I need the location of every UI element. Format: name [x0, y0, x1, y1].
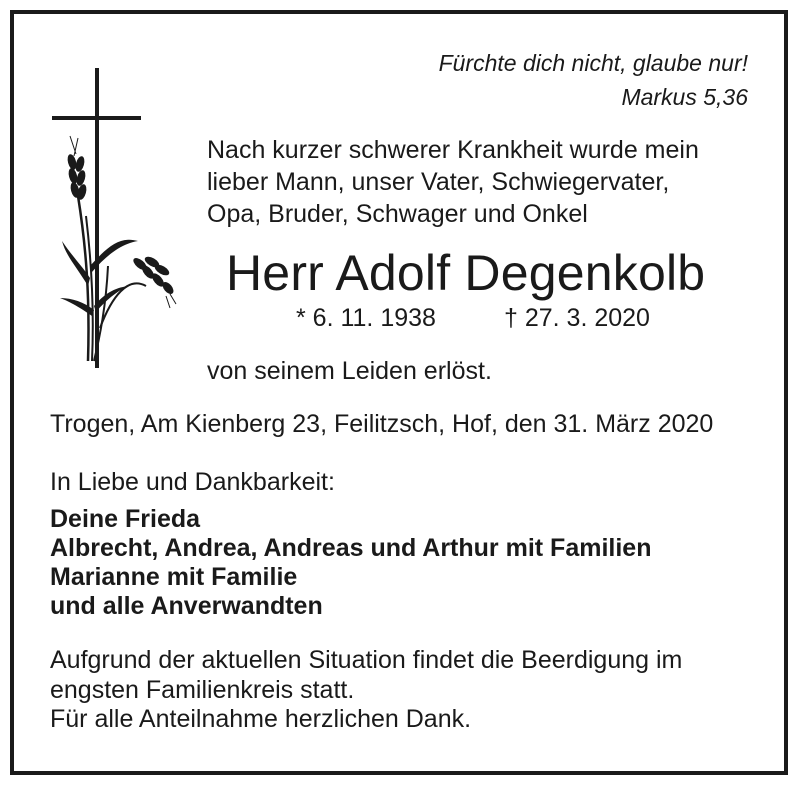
thanks-text: Für alle Anteilnahme herzlichen Dank.	[50, 705, 472, 733]
released-text: von seinem Leiden erlöst.	[207, 357, 492, 385]
burial-line: Aufgrund der aktuellen Situation findet die Beerdigung im	[50, 646, 683, 674]
deceased-name: Herr Adolf Degenkolb	[226, 245, 706, 301]
birth-date: * 6. 11. 1938	[296, 304, 436, 332]
burial-line: engsten Familienkreis statt.	[50, 676, 355, 704]
cross-with-wheat-icon	[48, 66, 178, 371]
burial-note	[50, 645, 682, 705]
mourner-line: Albrecht, Andrea, Andreas und Arthur mit Familien	[50, 534, 652, 562]
bible-verse: Fürchte dich nicht, glaube nur!	[438, 50, 748, 76]
place-and-date: Trogen, Am Kienberg 23, Feilitzsch, Hof, den 31. März 2020	[50, 410, 714, 438]
intro-text	[207, 134, 699, 230]
intro-line: Nach kurzer schwerer Krankheit wurde mein	[207, 136, 699, 164]
mourner-line: Marianne mit Familie	[50, 563, 298, 591]
mourner-line: Deine Frieda	[50, 505, 201, 533]
intro-line: Opa, Bruder, Schwager und Onkel	[207, 200, 588, 228]
intro-line: lieber Mann, unser Vater, Schwiegervater,	[207, 168, 670, 196]
mourner-line: und alle Anverwandten	[50, 592, 323, 620]
bible-verse-reference: Markus 5,36	[621, 84, 748, 110]
death-date: † 27. 3. 2020	[504, 304, 650, 332]
love-text: In Liebe und Dankbarkeit:	[50, 468, 335, 496]
